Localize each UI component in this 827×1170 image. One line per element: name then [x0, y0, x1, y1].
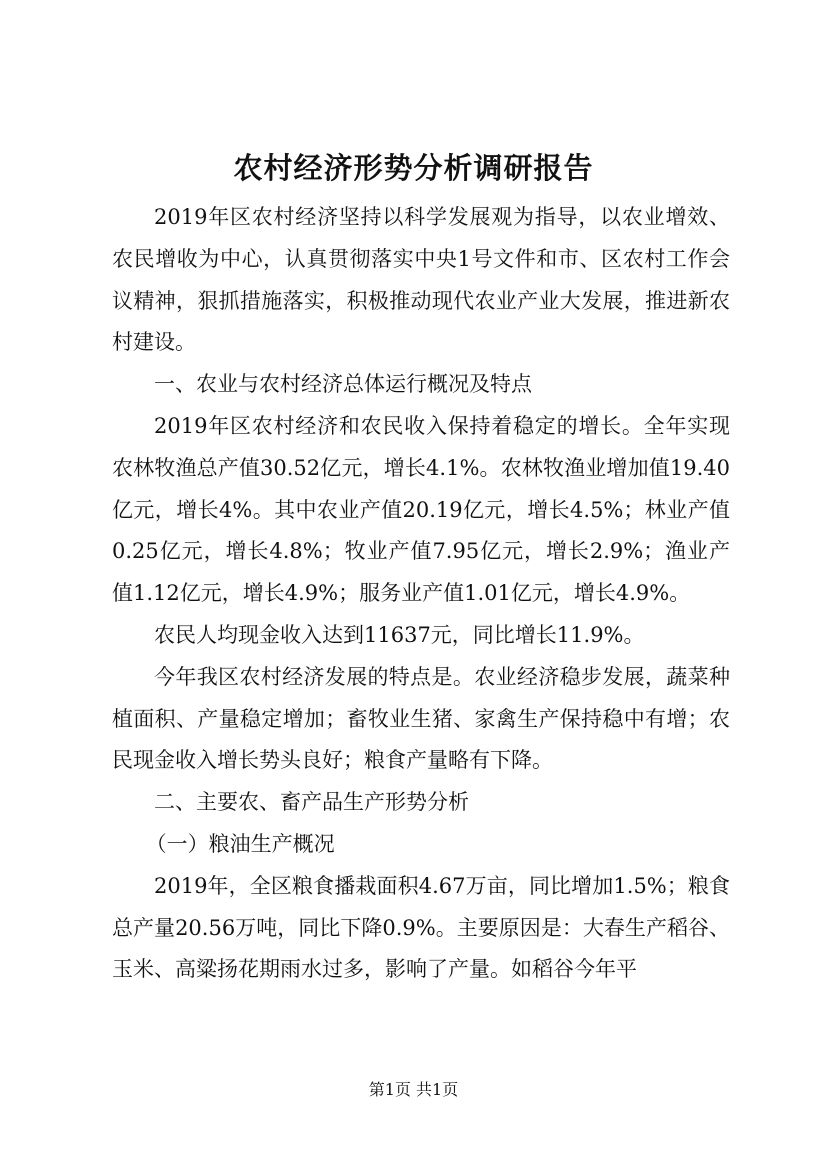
paragraph-intro: 2019年区农村经济坚持以科学发展观为指导，以农业增效、农民增收为中心，认真贯彻落实中央1号文件和市、区农村工作会议精神，狠抓措施落实，积极推动现代农业产业大发展，推进新农村建设。	[112, 205, 730, 355]
subsection-heading-1: （一）粮油生产概况	[145, 831, 335, 856]
paragraph-features: 今年我区农村经济发展的特点是。农业经济稳步发展，蔬菜种植面积、产量稳定增加；畜牧业生猪、家禽生产保持稳中有增；农民现金收入增长势头良好；粮食产量略有下降。	[112, 664, 730, 773]
paragraph-income: 农民人均现金收入达到11637元，同比增长11.9%。	[154, 622, 645, 647]
section-heading-2: 二、主要农、畜产品生产形势分析	[154, 790, 469, 815]
paragraph-overview: 2019年区农村经济和农民收入保持着稳定的增长。全年实现农林牧渔总产值30.52亿元，增长4.1%。农林牧渔业增加值19.40亿元，增长4%。其中农业产值20.19亿元，增长4.5%；林业产值0.25亿元，增长4.8%；牧业产值7.95亿元，增长2.9%；渔业产值1.12亿元，增长4.9%；服务业产值1.01亿元，增长4.9%。	[112, 413, 730, 606]
document-body	[112, 197, 730, 991]
section-heading-1: 一、农业与农村经济总体运行概况及特点	[154, 372, 532, 397]
document-title: 农村经济形势分析调研报告	[233, 151, 594, 185]
paragraph-grain: 2019年，全区粮食播栽面积4.67万亩，同比增加1.5%；粮食总产量20.56万吨，同比下降0.9%。主要原因是：大春生产稻谷、玉米、高粱扬花期雨水过多，影响了产量。如稻谷今年平	[112, 873, 730, 982]
page-number: 第1页 共1页	[368, 1080, 459, 1099]
